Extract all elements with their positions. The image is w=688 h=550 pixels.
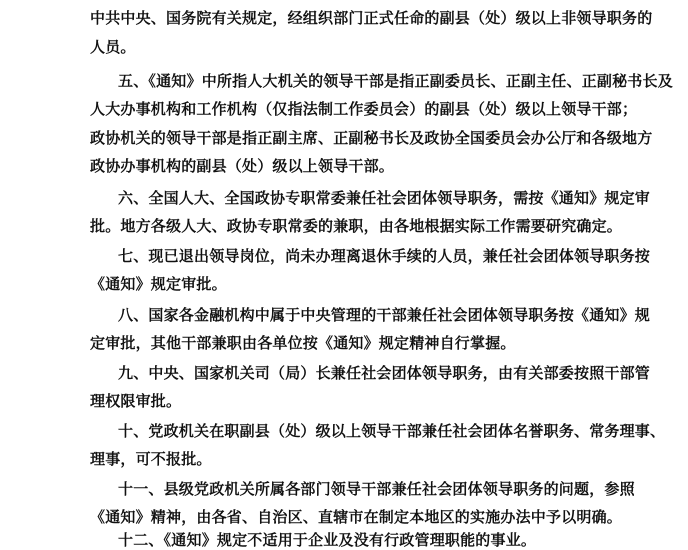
paragraph-11-line: 十一、县级党政机关所属各部门领导干部兼任社会团体领导职务的问题，参照 [118, 480, 635, 498]
paragraph-8-line: 八、国家各金融机构中属于中央管理的干部兼任社会团体领导职务按《通知》规 [118, 306, 651, 324]
text-line: 理权限审批。 [90, 392, 182, 410]
text-line: 《通知》规定审批。 [90, 275, 227, 293]
text-line: 人大办事机构和工作机构（仅指法制工作委员会）的副县（处）级以上领导干部； [90, 100, 638, 118]
paragraph-12-line: 十二、《通知》规定不适用于企业及没有行政管理职能的事业。 [118, 531, 537, 549]
text-line: 政协办事机构的副县（处）级以上领导干部。 [90, 157, 395, 175]
paragraph-7-line: 七、现已退出领导岗位，尚未办理离退休手续的人员，兼任社会团体领导职务按 [118, 247, 651, 265]
text-line: 中共中央、国务院有关规定，经组织部门正式任命的副县（处）级以上非领导职务的 [90, 9, 653, 27]
text-line: 《通知》精神，由各省、自治区、直辖市在制定本地区的实施办法中予以明确。 [90, 508, 623, 526]
paragraph-5-line: 五、《通知》中所指人大机关的领导干部是指正副委员长、正副主任、正副秘书长及 [118, 72, 673, 90]
paragraph-10-line: 十、党政机关在职副县（处）级以上领导干部兼任社会团体名誉职务、常务理事、 [118, 422, 666, 440]
text-line: 人员。 [90, 38, 136, 56]
text-line: 政协机关的领导干部是指正副主席、正副秘书长及政协全国委员会办公厅和各级地方 [90, 129, 653, 147]
paragraph-6-line: 六、全国人大、全国政协专职常委兼任社会团体领导职务，需按《通知》规定审 [118, 189, 651, 207]
text-line: 定审批，其他干部兼职由各单位按《通知》规定精神自行掌握。 [90, 334, 516, 352]
text-line: 批。地方各级人大、政协专职常委的兼职，由各地根据实际工作需要研究确定。 [90, 217, 623, 235]
paragraph-9-line: 九、中央、国家机关司（局）长兼任社会团体领导职务，由有关部委按照干部管 [118, 364, 651, 382]
text-line: 理事，可不报批。 [90, 450, 212, 468]
